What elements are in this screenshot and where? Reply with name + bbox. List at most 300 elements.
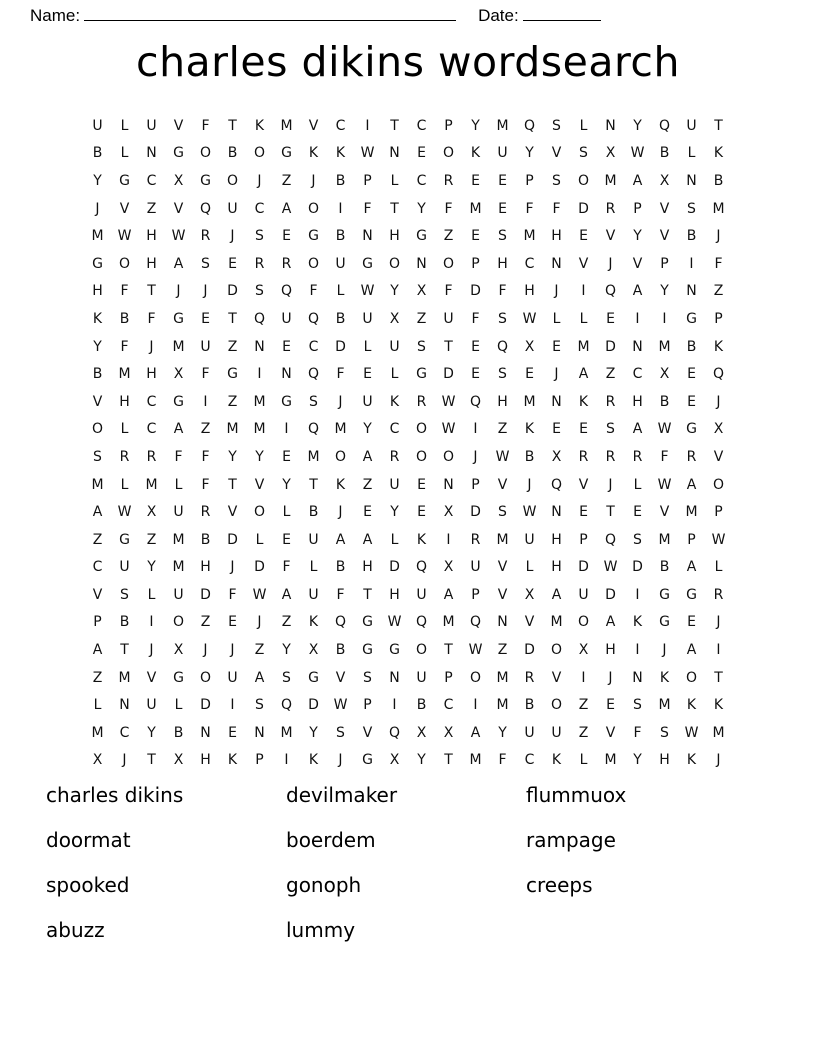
- grid-cell[interactable]: T: [390, 200, 399, 217]
- grid-cell[interactable]: M: [91, 724, 104, 741]
- grid-cell[interactable]: P: [633, 200, 642, 217]
- grid-cell[interactable]: L: [390, 172, 399, 189]
- grid-cell[interactable]: F: [309, 283, 318, 300]
- word-list-item[interactable]: rampage: [526, 828, 616, 852]
- grid-cell[interactable]: B: [416, 697, 427, 714]
- grid-cell[interactable]: Q: [307, 366, 320, 383]
- grid-cell[interactable]: U: [92, 117, 103, 134]
- grid-cell[interactable]: J: [473, 448, 478, 465]
- grid-cell[interactable]: V: [551, 669, 562, 686]
- grid-cell[interactable]: V: [119, 200, 130, 217]
- grid-cell[interactable]: V: [659, 228, 670, 245]
- grid-cell[interactable]: V: [497, 586, 508, 603]
- grid-cell[interactable]: I: [230, 697, 235, 714]
- grid-cell[interactable]: E: [201, 310, 210, 327]
- grid-cell[interactable]: E: [417, 504, 426, 521]
- grid-cell[interactable]: H: [362, 559, 373, 576]
- grid-cell[interactable]: S: [363, 669, 372, 686]
- grid-cell[interactable]: U: [389, 476, 400, 493]
- grid-cell[interactable]: C: [308, 338, 319, 355]
- grid-cell[interactable]: Z: [146, 531, 157, 548]
- grid-cell[interactable]: J: [311, 172, 316, 189]
- grid-cell[interactable]: X: [443, 559, 454, 576]
- grid-cell[interactable]: X: [524, 338, 535, 355]
- grid-cell[interactable]: R: [605, 393, 616, 410]
- grid-cell[interactable]: O: [415, 448, 428, 465]
- grid-cell[interactable]: R: [578, 448, 589, 465]
- grid-cell[interactable]: D: [470, 504, 481, 521]
- grid-cell[interactable]: X: [173, 642, 184, 659]
- grid-cell[interactable]: I: [635, 310, 640, 327]
- grid-cell[interactable]: D: [389, 559, 400, 576]
- grid-cell[interactable]: H: [659, 752, 670, 769]
- grid-cell[interactable]: Q: [469, 393, 482, 410]
- grid-cell[interactable]: M: [280, 117, 293, 134]
- grid-cell[interactable]: P: [579, 531, 588, 548]
- grid-cell[interactable]: D: [308, 697, 319, 714]
- grid-cell[interactable]: I: [689, 255, 694, 272]
- grid-cell[interactable]: D: [632, 559, 643, 576]
- grid-cell[interactable]: C: [119, 724, 130, 741]
- grid-cell[interactable]: V: [173, 200, 184, 217]
- grid-cell[interactable]: S: [552, 117, 561, 134]
- word-list-item[interactable]: lummy: [286, 918, 356, 942]
- grid-cell[interactable]: A: [686, 642, 697, 659]
- grid-cell[interactable]: X: [605, 145, 616, 162]
- grid-cell[interactable]: T: [714, 117, 723, 134]
- grid-cell[interactable]: W: [441, 393, 456, 410]
- grid-cell[interactable]: B: [308, 504, 319, 521]
- grid-cell[interactable]: O: [415, 642, 428, 659]
- grid-cell[interactable]: N: [551, 255, 562, 272]
- grid-cell[interactable]: K: [335, 476, 346, 493]
- grid-cell[interactable]: N: [281, 366, 292, 383]
- grid-cell[interactable]: G: [389, 642, 400, 659]
- grid-cell[interactable]: Y: [660, 283, 669, 300]
- grid-cell[interactable]: C: [254, 200, 265, 217]
- grid-cell[interactable]: F: [282, 559, 291, 576]
- grid-cell[interactable]: U: [362, 393, 373, 410]
- grid-cell[interactable]: B: [524, 448, 535, 465]
- grid-cell[interactable]: T: [120, 642, 129, 659]
- grid-cell[interactable]: R: [389, 448, 400, 465]
- grid-cell[interactable]: W: [684, 724, 699, 741]
- grid-cell[interactable]: M: [307, 448, 320, 465]
- grid-cell[interactable]: V: [254, 476, 265, 493]
- word-list-item[interactable]: charles dikins: [46, 783, 184, 807]
- grid-cell[interactable]: O: [334, 448, 347, 465]
- grid-cell[interactable]: Q: [388, 724, 401, 741]
- grid-cell[interactable]: W: [360, 283, 375, 300]
- grid-cell[interactable]: G: [308, 228, 319, 245]
- grid-cell[interactable]: O: [307, 255, 320, 272]
- grid-cell[interactable]: S: [633, 697, 642, 714]
- grid-cell[interactable]: Z: [200, 614, 211, 631]
- grid-cell[interactable]: U: [200, 338, 211, 355]
- grid-cell[interactable]: M: [469, 200, 482, 217]
- word-list-item[interactable]: spooked: [46, 873, 130, 897]
- grid-cell[interactable]: S: [255, 697, 264, 714]
- grid-cell[interactable]: X: [173, 172, 184, 189]
- grid-cell[interactable]: W: [441, 421, 456, 438]
- grid-cell[interactable]: Y: [417, 752, 426, 769]
- grid-cell[interactable]: N: [200, 724, 211, 741]
- grid-cell[interactable]: Y: [363, 421, 372, 438]
- grid-cell[interactable]: B: [119, 614, 130, 631]
- grid-cell[interactable]: Q: [469, 614, 482, 631]
- grid-cell[interactable]: S: [309, 393, 318, 410]
- grid-cell[interactable]: I: [581, 669, 586, 686]
- grid-cell[interactable]: M: [172, 338, 185, 355]
- grid-cell[interactable]: G: [173, 393, 184, 410]
- grid-cell[interactable]: Z: [497, 642, 508, 659]
- grid-cell[interactable]: C: [416, 172, 427, 189]
- grid-cell[interactable]: R: [443, 172, 454, 189]
- grid-cell[interactable]: B: [524, 697, 535, 714]
- grid-cell[interactable]: R: [524, 669, 535, 686]
- grid-cell[interactable]: O: [550, 642, 563, 659]
- grid-cell[interactable]: D: [227, 283, 238, 300]
- grid-cell[interactable]: U: [308, 586, 319, 603]
- grid-cell[interactable]: G: [281, 145, 292, 162]
- grid-cell[interactable]: D: [200, 586, 211, 603]
- grid-cell[interactable]: A: [605, 614, 616, 631]
- grid-cell[interactable]: J: [230, 559, 235, 576]
- grid-cell[interactable]: W: [630, 145, 645, 162]
- grid-cell[interactable]: Z: [281, 614, 292, 631]
- grid-cell[interactable]: J: [662, 642, 667, 659]
- grid-cell[interactable]: G: [362, 255, 373, 272]
- grid-cell[interactable]: K: [686, 752, 697, 769]
- grid-cell[interactable]: T: [390, 117, 399, 134]
- grid-cell[interactable]: N: [605, 117, 616, 134]
- grid-cell[interactable]: Z: [362, 476, 373, 493]
- grid-cell[interactable]: Q: [604, 531, 617, 548]
- grid-cell[interactable]: N: [632, 669, 643, 686]
- grid-cell[interactable]: M: [658, 531, 671, 548]
- grid-cell[interactable]: E: [228, 724, 237, 741]
- grid-cell[interactable]: Z: [227, 338, 238, 355]
- grid-cell[interactable]: Y: [417, 200, 426, 217]
- grid-cell[interactable]: D: [200, 697, 211, 714]
- grid-cell[interactable]: J: [176, 283, 181, 300]
- grid-cell[interactable]: L: [633, 476, 642, 493]
- grid-cell[interactable]: M: [253, 393, 266, 410]
- grid-cell[interactable]: R: [200, 228, 211, 245]
- grid-cell[interactable]: O: [442, 448, 455, 465]
- grid-cell[interactable]: Q: [496, 338, 509, 355]
- grid-cell[interactable]: J: [230, 642, 235, 659]
- grid-cell[interactable]: A: [281, 586, 292, 603]
- grid-cell[interactable]: U: [524, 531, 535, 548]
- grid-cell[interactable]: B: [659, 393, 670, 410]
- grid-cell[interactable]: P: [471, 255, 480, 272]
- grid-cell[interactable]: F: [201, 117, 210, 134]
- grid-cell[interactable]: U: [389, 338, 400, 355]
- grid-cell[interactable]: M: [496, 117, 509, 134]
- grid-cell[interactable]: J: [716, 393, 721, 410]
- grid-cell[interactable]: J: [554, 283, 559, 300]
- grid-cell[interactable]: M: [172, 559, 185, 576]
- grid-cell[interactable]: L: [255, 531, 264, 548]
- grid-cell[interactable]: K: [659, 669, 670, 686]
- grid-cell[interactable]: V: [605, 228, 616, 245]
- grid-cell[interactable]: E: [687, 393, 696, 410]
- grid-cell[interactable]: K: [227, 752, 238, 769]
- grid-cell[interactable]: K: [470, 145, 481, 162]
- grid-cell[interactable]: J: [203, 642, 208, 659]
- grid-cell[interactable]: X: [173, 366, 184, 383]
- grid-cell[interactable]: B: [335, 559, 346, 576]
- grid-cell[interactable]: Y: [147, 724, 156, 741]
- grid-cell[interactable]: N: [497, 614, 508, 631]
- grid-cell[interactable]: A: [632, 283, 643, 300]
- grid-cell[interactable]: L: [687, 145, 696, 162]
- grid-cell[interactable]: J: [608, 476, 613, 493]
- grid-cell[interactable]: P: [93, 614, 102, 631]
- grid-cell[interactable]: S: [606, 421, 615, 438]
- grid-cell[interactable]: C: [146, 421, 157, 438]
- grid-cell[interactable]: P: [255, 752, 264, 769]
- grid-cell[interactable]: C: [524, 255, 535, 272]
- grid-cell[interactable]: M: [685, 504, 698, 521]
- grid-cell[interactable]: Z: [416, 310, 427, 327]
- grid-cell[interactable]: X: [443, 504, 454, 521]
- grid-cell[interactable]: D: [335, 338, 346, 355]
- grid-cell[interactable]: B: [119, 310, 130, 327]
- grid-cell[interactable]: Q: [280, 283, 293, 300]
- grid-cell[interactable]: S: [498, 366, 507, 383]
- grid-cell[interactable]: H: [146, 366, 157, 383]
- grid-cell[interactable]: S: [579, 145, 588, 162]
- grid-cell[interactable]: X: [659, 366, 670, 383]
- grid-cell[interactable]: C: [335, 117, 346, 134]
- grid-cell[interactable]: N: [389, 145, 400, 162]
- grid-cell[interactable]: K: [92, 310, 103, 327]
- grid-cell[interactable]: G: [686, 586, 697, 603]
- grid-cell[interactable]: X: [92, 752, 103, 769]
- grid-cell[interactable]: M: [118, 669, 131, 686]
- grid-cell[interactable]: F: [660, 448, 669, 465]
- grid-cell[interactable]: V: [308, 117, 319, 134]
- grid-cell[interactable]: B: [173, 724, 184, 741]
- grid-cell[interactable]: E: [606, 697, 615, 714]
- grid-cell[interactable]: P: [687, 531, 696, 548]
- grid-cell[interactable]: X: [578, 642, 589, 659]
- grid-cell[interactable]: E: [471, 172, 480, 189]
- grid-cell[interactable]: Q: [712, 366, 725, 383]
- grid-cell[interactable]: V: [173, 117, 184, 134]
- grid-cell[interactable]: T: [147, 283, 156, 300]
- grid-cell[interactable]: Y: [633, 117, 642, 134]
- grid-cell[interactable]: C: [146, 393, 157, 410]
- grid-cell[interactable]: Y: [390, 504, 399, 521]
- grid-cell[interactable]: M: [550, 614, 563, 631]
- grid-cell[interactable]: Z: [578, 697, 589, 714]
- grid-cell[interactable]: A: [686, 476, 697, 493]
- grid-cell[interactable]: S: [687, 200, 696, 217]
- grid-cell[interactable]: E: [282, 448, 291, 465]
- grid-cell[interactable]: N: [119, 697, 130, 714]
- grid-cell[interactable]: Y: [282, 642, 291, 659]
- grid-cell[interactable]: E: [471, 366, 480, 383]
- grid-cell[interactable]: X: [308, 642, 319, 659]
- grid-cell[interactable]: G: [362, 642, 373, 659]
- grid-cell[interactable]: M: [334, 421, 347, 438]
- grid-cell[interactable]: C: [443, 697, 454, 714]
- grid-cell[interactable]: R: [605, 448, 616, 465]
- grid-cell[interactable]: H: [497, 393, 508, 410]
- grid-cell[interactable]: Q: [280, 697, 293, 714]
- grid-cell[interactable]: E: [282, 338, 291, 355]
- grid-cell[interactable]: M: [712, 724, 725, 741]
- grid-cell[interactable]: L: [579, 117, 588, 134]
- grid-cell[interactable]: F: [471, 310, 480, 327]
- grid-cell[interactable]: N: [254, 338, 265, 355]
- grid-cell[interactable]: P: [363, 172, 372, 189]
- grid-cell[interactable]: Y: [147, 559, 156, 576]
- grid-cell[interactable]: A: [578, 366, 589, 383]
- word-list-item[interactable]: doormat: [46, 828, 131, 852]
- grid-cell[interactable]: M: [496, 669, 509, 686]
- grid-cell[interactable]: U: [524, 724, 535, 741]
- grid-cell[interactable]: W: [117, 504, 132, 521]
- grid-cell[interactable]: V: [551, 145, 562, 162]
- grid-cell[interactable]: T: [444, 752, 453, 769]
- grid-cell[interactable]: O: [550, 697, 563, 714]
- grid-cell[interactable]: K: [308, 752, 319, 769]
- grid-cell[interactable]: T: [228, 310, 237, 327]
- grid-cell[interactable]: M: [496, 697, 509, 714]
- grid-cell[interactable]: E: [363, 366, 372, 383]
- grid-cell[interactable]: Q: [415, 614, 428, 631]
- grid-cell[interactable]: G: [362, 752, 373, 769]
- grid-cell[interactable]: U: [173, 586, 184, 603]
- grid-cell[interactable]: U: [470, 559, 481, 576]
- grid-cell[interactable]: N: [632, 338, 643, 355]
- grid-cell[interactable]: L: [552, 310, 561, 327]
- grid-cell[interactable]: G: [659, 614, 670, 631]
- grid-cell[interactable]: E: [417, 476, 426, 493]
- grid-cell[interactable]: O: [253, 145, 266, 162]
- grid-cell[interactable]: S: [498, 310, 507, 327]
- grid-cell[interactable]: Q: [199, 200, 212, 217]
- grid-cell[interactable]: P: [444, 669, 453, 686]
- grid-cell[interactable]: C: [92, 559, 103, 576]
- grid-cell[interactable]: C: [146, 172, 157, 189]
- grid-cell[interactable]: F: [336, 586, 345, 603]
- grid-cell[interactable]: Z: [227, 393, 238, 410]
- word-list-item[interactable]: boerdem: [286, 828, 376, 852]
- grid-cell[interactable]: L: [579, 752, 588, 769]
- grid-cell[interactable]: Y: [93, 172, 102, 189]
- grid-cell[interactable]: L: [390, 531, 399, 548]
- grid-cell[interactable]: K: [632, 614, 643, 631]
- grid-cell[interactable]: R: [200, 504, 211, 521]
- grid-cell[interactable]: T: [606, 504, 615, 521]
- grid-cell[interactable]: Y: [498, 724, 507, 741]
- grid-cell[interactable]: C: [632, 366, 643, 383]
- grid-cell[interactable]: M: [469, 752, 482, 769]
- grid-cell[interactable]: S: [120, 586, 129, 603]
- grid-cell[interactable]: F: [201, 448, 210, 465]
- grid-cell[interactable]: H: [632, 393, 643, 410]
- grid-cell[interactable]: D: [470, 283, 481, 300]
- grid-cell[interactable]: R: [470, 531, 481, 548]
- grid-cell[interactable]: S: [660, 724, 669, 741]
- grid-cell[interactable]: M: [523, 228, 536, 245]
- grid-cell[interactable]: W: [603, 559, 618, 576]
- grid-cell[interactable]: J: [203, 283, 208, 300]
- grid-cell[interactable]: M: [118, 366, 131, 383]
- grid-cell[interactable]: S: [552, 172, 561, 189]
- grid-cell[interactable]: O: [577, 172, 590, 189]
- grid-cell[interactable]: Z: [146, 200, 157, 217]
- grid-cell[interactable]: X: [146, 504, 157, 521]
- grid-cell[interactable]: S: [498, 504, 507, 521]
- grid-cell[interactable]: X: [389, 310, 400, 327]
- grid-cell[interactable]: B: [335, 228, 346, 245]
- grid-cell[interactable]: S: [93, 448, 102, 465]
- grid-cell[interactable]: V: [659, 504, 670, 521]
- grid-cell[interactable]: E: [552, 338, 561, 355]
- grid-cell[interactable]: Z: [443, 228, 454, 245]
- grid-cell[interactable]: S: [417, 338, 426, 355]
- grid-cell[interactable]: G: [686, 421, 697, 438]
- grid-cell[interactable]: M: [172, 531, 185, 548]
- grid-cell[interactable]: X: [524, 586, 535, 603]
- grid-cell[interactable]: H: [389, 586, 400, 603]
- grid-cell[interactable]: N: [416, 255, 427, 272]
- grid-cell[interactable]: X: [713, 421, 724, 438]
- grid-cell[interactable]: F: [525, 200, 534, 217]
- grid-cell[interactable]: A: [686, 559, 697, 576]
- grid-cell[interactable]: C: [389, 421, 400, 438]
- grid-cell[interactable]: J: [716, 614, 721, 631]
- grid-cell[interactable]: G: [308, 669, 319, 686]
- grid-cell[interactable]: D: [443, 366, 454, 383]
- grid-cell[interactable]: Q: [307, 310, 320, 327]
- grid-cell[interactable]: F: [444, 283, 453, 300]
- grid-cell[interactable]: P: [525, 172, 534, 189]
- grid-cell[interactable]: L: [309, 559, 318, 576]
- grid-cell[interactable]: V: [146, 669, 157, 686]
- grid-cell[interactable]: Q: [415, 559, 428, 576]
- grid-cell[interactable]: P: [471, 476, 480, 493]
- grid-cell[interactable]: F: [498, 752, 507, 769]
- grid-cell[interactable]: S: [633, 531, 642, 548]
- grid-cell[interactable]: E: [687, 366, 696, 383]
- grid-cell[interactable]: G: [227, 366, 238, 383]
- grid-cell[interactable]: F: [552, 200, 561, 217]
- grid-cell[interactable]: E: [471, 228, 480, 245]
- grid-cell[interactable]: O: [469, 669, 482, 686]
- grid-cell[interactable]: O: [172, 614, 185, 631]
- grid-cell[interactable]: T: [444, 338, 453, 355]
- grid-cell[interactable]: R: [281, 255, 292, 272]
- grid-cell[interactable]: W: [657, 476, 672, 493]
- grid-cell[interactable]: U: [362, 310, 373, 327]
- grid-cell[interactable]: U: [686, 117, 697, 134]
- grid-cell[interactable]: G: [173, 669, 184, 686]
- grid-cell[interactable]: B: [335, 172, 346, 189]
- grid-cell[interactable]: Z: [578, 724, 589, 741]
- grid-cell[interactable]: X: [173, 752, 184, 769]
- grid-cell[interactable]: A: [632, 421, 643, 438]
- grid-cell[interactable]: A: [335, 531, 346, 548]
- grid-cell[interactable]: M: [253, 421, 266, 438]
- grid-cell[interactable]: H: [389, 228, 400, 245]
